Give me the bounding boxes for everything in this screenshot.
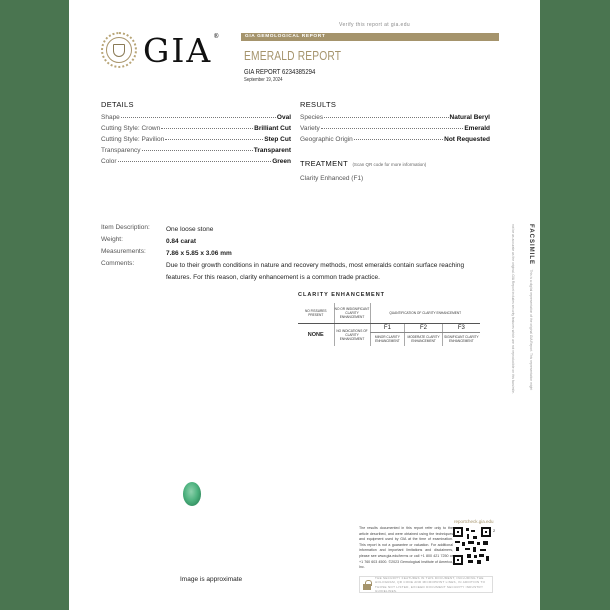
detail-row-color: Color Green (101, 158, 291, 165)
gia-logo (101, 32, 221, 68)
lock-icon (363, 580, 371, 590)
treatment-heading: TREATMENT (300, 159, 348, 168)
detail-row-transparency: Transparency Transparent (101, 147, 291, 154)
treatment-section (300, 153, 426, 182)
report-number: GIA REPORT 6234385294 (244, 67, 316, 76)
report-title: EMERALD REPORT (244, 49, 342, 63)
clarity-heading: CLARITY ENHANCEMENT (298, 292, 386, 298)
disclaimer-text: The results documented in this report refer only to the article described, and were obtained using the techniques and equipment used by GIA at the time of examination. This report is not a guarantee or valuation. For additional information and important limitations and disclaimers, please see www.gia.edu/terms or call +1 800 421 7250 or +1 760 603 4500. ©2023 Gemological Institute of America, Inc. (359, 526, 453, 570)
gem-image (183, 482, 201, 506)
result-row-species: Species Natural Beryl (300, 114, 490, 121)
treatment-value: Clarity Enhanced (F1) (300, 175, 364, 182)
treatment-note: (Scan QR code for more information) (352, 162, 427, 167)
result-row-variety: Variety Emerald (300, 125, 490, 132)
report-type-bar: GIA GEMOLOGICAL REPORT (241, 33, 499, 41)
comments-row: Comments: Due to their growth conditions in nature and recovery methods, most emeralds contain surface reaching features. For this reason, clarity enhancement is a common trade practice. (101, 260, 465, 281)
weight-row: Weight: 0.84 carat (101, 236, 196, 245)
no-indications: NO INDICATIONS OF CLARITY ENHANCEMENT (334, 323, 370, 346)
clarity-enhancement-table (298, 292, 480, 346)
reportcheck-link[interactable]: reportcheck.gia.edu (454, 519, 494, 524)
grade-f1-desc: MINOR CLARITY ENHANCEMENT (370, 332, 405, 346)
security-notice: THE SECURITY FEATURES IN THIS DOCUMENT, INCLUDING THE HOLOGRAM, QR CODE AND MICROPRINT LINES, IN ADDITION TO THOSE NOT LISTED, EXCEED DOCUMENT SECURITY INDUSTRY GUIDELINES. (359, 576, 493, 593)
results-section (300, 100, 490, 147)
detail-row-crown: Cutting Style: Crown Brilliant Cut (101, 125, 291, 132)
grade-f3-desc: SIGNIFICANT CLARITY ENHANCEMENT (442, 332, 480, 346)
grade-f1: F1 (370, 323, 405, 332)
grade-f3: F3 (442, 323, 480, 332)
results-heading: RESULTS (300, 100, 337, 109)
verify-link[interactable]: Verify this report at gia.edu (339, 22, 411, 28)
grade-f2: F2 (405, 323, 442, 332)
result-row-origin: Geographic Origin Not Requested (300, 136, 490, 143)
gia-wordmark: GIA® (143, 30, 222, 70)
report-date: September 19, 2024 (244, 77, 283, 83)
col-no-fissures: NO FISSURES PRESENT (298, 303, 334, 323)
measurements-row: Measurements: 7.86 x 5.85 x 3.06 mm (101, 248, 232, 257)
details-section (101, 100, 291, 169)
col-quantification: QUANTIFICATION OF CLARITY ENHANCEMENT (370, 303, 480, 323)
qr-code-icon[interactable] (453, 527, 491, 565)
detail-row-shape: Shape Oval (101, 114, 291, 121)
grade-f2-desc: MODERATE CLARITY ENHANCEMENT (405, 332, 442, 346)
image-caption: Image is approximate (180, 576, 243, 583)
none-value: NONE (307, 331, 324, 338)
detail-row-pavilion: Cutting Style: Pavilion Step Cut (101, 136, 291, 143)
gia-seal-icon (101, 32, 137, 68)
report-page (69, 0, 540, 610)
item-info (101, 224, 491, 284)
item-description-row: Item Description: One loose stone (101, 224, 214, 233)
details-heading: DETAILS (101, 100, 134, 109)
facsimile-note: FACSIMILE This is a digital representation of the original GIA Report. This representation might not be as accurate as the original. GIA Report includes security features which are not reproducible on this facsimile. (511, 224, 534, 394)
qr-number: 2 (493, 528, 496, 533)
col-insignificant: NO OR INSIGNIFICANT CLARITY ENHANCEMENT (334, 303, 370, 323)
